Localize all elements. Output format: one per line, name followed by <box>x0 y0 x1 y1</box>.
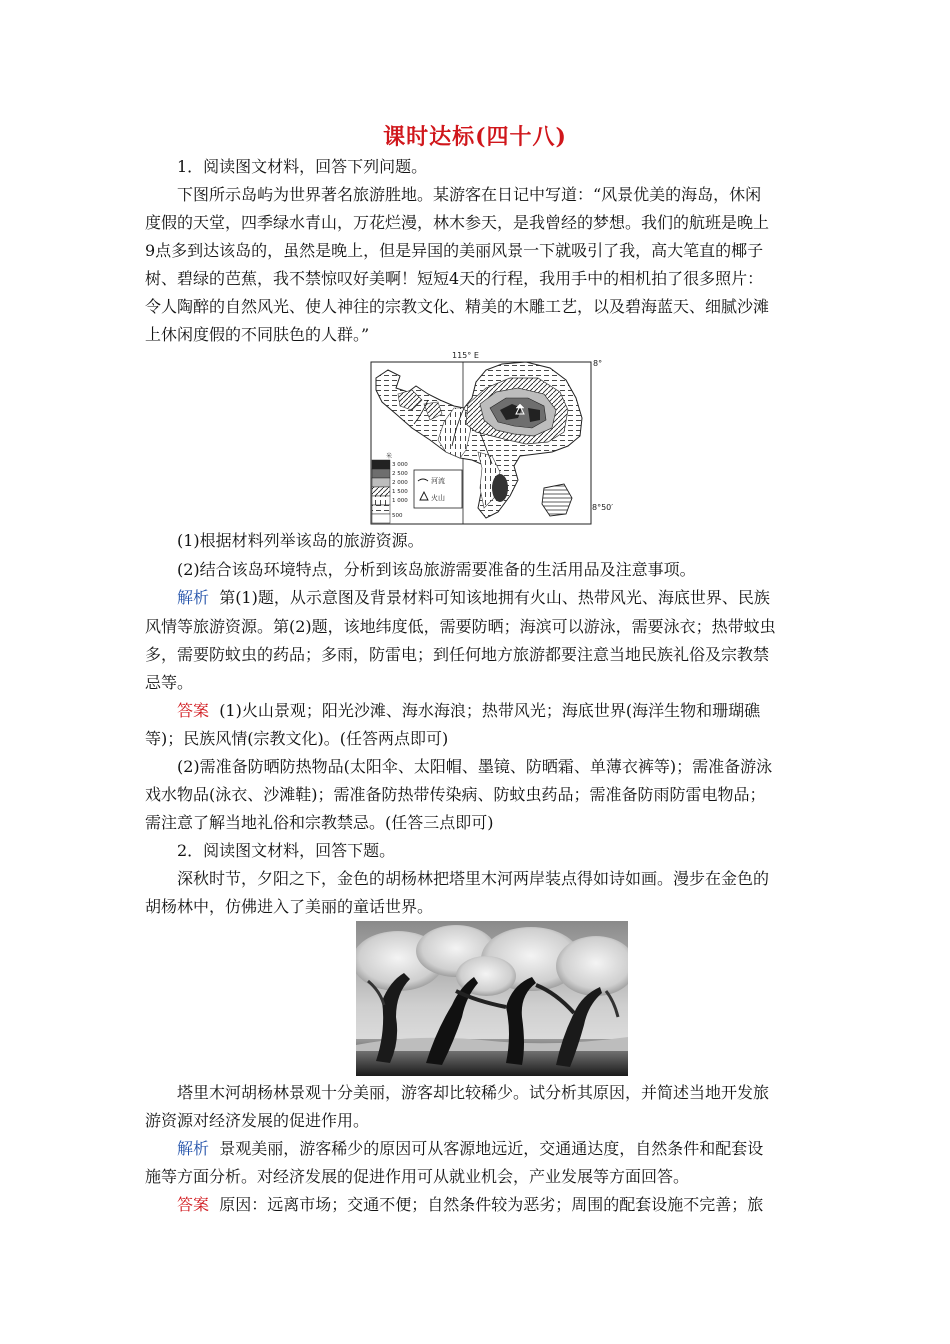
q1-stem: 1．阅读图文材料，回答下列问题。 <box>177 157 428 176</box>
q1-answer-line: 等)；民族风情(宗教文化)。(任答两点即可) <box>145 729 449 748</box>
q1-analysis-line: 风情等旅游资源。第(2)题，该地纬度低，需要防晒；海滨可以游泳，需要泳衣；热带蚊虫 <box>145 617 776 636</box>
q1-analysis-line: 忌等。 <box>145 673 194 692</box>
svg-text:米: 米 <box>386 453 393 460</box>
q1-answer-line: 需注意了解当地礼俗和宗教禁忌。(任答三点即可) <box>145 813 494 832</box>
svg-text:1 000: 1 000 <box>392 498 408 504</box>
q1-passage-line: 令人陶醉的自然风光、使人神往的宗教文化、精美的木雕工艺，以及碧海蓝天、细腻沙滩 <box>145 297 770 316</box>
q2-analysis-line: 解析 景观美丽，游客稀少的原因可从客源地远近，交通通达度，自然条件和配套设 <box>177 1139 764 1158</box>
q2-question-line: 塔里木河胡杨林景观十分美丽，游客却比较稀少。试分析其原因，并简述当地开发旅 <box>177 1083 770 1102</box>
analysis-tag: 解析 <box>177 1139 210 1158</box>
q2-passage-line: 胡杨林中，仿佛进入了美丽的童话世界。 <box>145 897 434 916</box>
q2-analysis-line: 施等方面分析。对经济发展的促进作用可从就业机会，产业发展等方面回答。 <box>145 1167 690 1186</box>
q1-answer-line: 答案 (1)火山景观；阳光沙滩、海水海浪；热带风光；海底世界(海洋生物和珊瑚礁 <box>177 701 761 720</box>
svg-text:500: 500 <box>392 513 403 519</box>
q1-answer-line: 戏水物品(泳衣、沙滩鞋)；需准备防热带传染病、防蚊虫药品；需准备防雨防雷电物品； <box>145 785 766 804</box>
longitude-label: 115° E <box>452 351 479 360</box>
q1-sub-question-2: (2)结合该岛环境特点，分析到该岛旅游需要准备的生活用品及注意事项。 <box>177 560 696 579</box>
q1-analysis-line: 解析 第(1)题，从示意图及背景材料可知该地拥有火山、热带风光、海底世界、民族 <box>177 588 770 607</box>
island-map-figure <box>368 348 618 528</box>
q1-passage-line: 树、碧绿的芭蕉，我不禁惊叹好美啊！短短4天的行程，我用手中的相机拍了很多照片： <box>145 269 764 288</box>
page-title: 课时达标(四十八) <box>383 124 567 150</box>
q2-answer-line: 答案 原因：远离市场；交通不便；自然条件较为恶劣；周围的配套设施不完善；旅 <box>177 1195 764 1214</box>
analysis-tag: 解析 <box>177 588 210 607</box>
island-map <box>368 348 618 528</box>
svg-text:火山: 火山 <box>431 494 445 502</box>
southern-hill <box>492 474 508 502</box>
q1-passage-line: 下图所示岛屿为世界著名旅游胜地。某游客在日记中写道：“风景优美的海岛，休闲 <box>177 185 762 204</box>
q1-analysis-line: 多，需要防蚊虫的药品；多雨，防雷电；到任何地方旅游都要注意当地民族礼俗及宗教禁 <box>145 645 770 664</box>
answer-tag: 答案 <box>177 701 210 720</box>
q1-passage-line: 9点多到达该岛的，虽然是晚上，但是异国的美丽风景一下就吸引了我，高大笔直的椰子 <box>145 241 764 260</box>
q1-passage-line: 度假的天堂，四季绿水青山，万花烂漫，林木参天，是我曾经的梦想。我们的航班是晚上 <box>145 213 770 232</box>
q2-passage-line: 深秋时节，夕阳之下，金色的胡杨林把塔里木河两岸装点得如诗如画。漫步在金色的 <box>177 869 770 888</box>
svg-text:2 000: 2 000 <box>392 480 408 486</box>
svg-text:1 500: 1 500 <box>392 489 408 495</box>
q2-stem: 2．阅读图文材料，回答下题。 <box>177 841 396 860</box>
svg-text:2 500: 2 500 <box>392 471 408 477</box>
poplar-forest-image <box>356 921 628 1076</box>
answer-tag: 答案 <box>177 1195 210 1214</box>
latitude-bottom-label: 8°50′ <box>592 503 614 512</box>
q2-question-line: 游资源对经济发展的促进作用。 <box>145 1111 370 1130</box>
svg-text:河流: 河流 <box>431 477 445 485</box>
poplar-forest-photo <box>356 921 628 1076</box>
q1-passage-line: 上休闲度假的不同肤色的人群。” <box>145 325 370 344</box>
symbol-legend <box>414 470 462 508</box>
q1-answer-line: (2)需准备防晒防热物品(太阳伞、太阳帽、墨镜、防晒霜、单薄衣裤等)；需准备游泳 <box>177 757 773 776</box>
q1-sub-question-1: (1)根据材料列举该岛的旅游资源。 <box>177 531 424 550</box>
svg-text:3 000: 3 000 <box>392 462 408 468</box>
latitude-top-label: 8° <box>593 359 603 368</box>
